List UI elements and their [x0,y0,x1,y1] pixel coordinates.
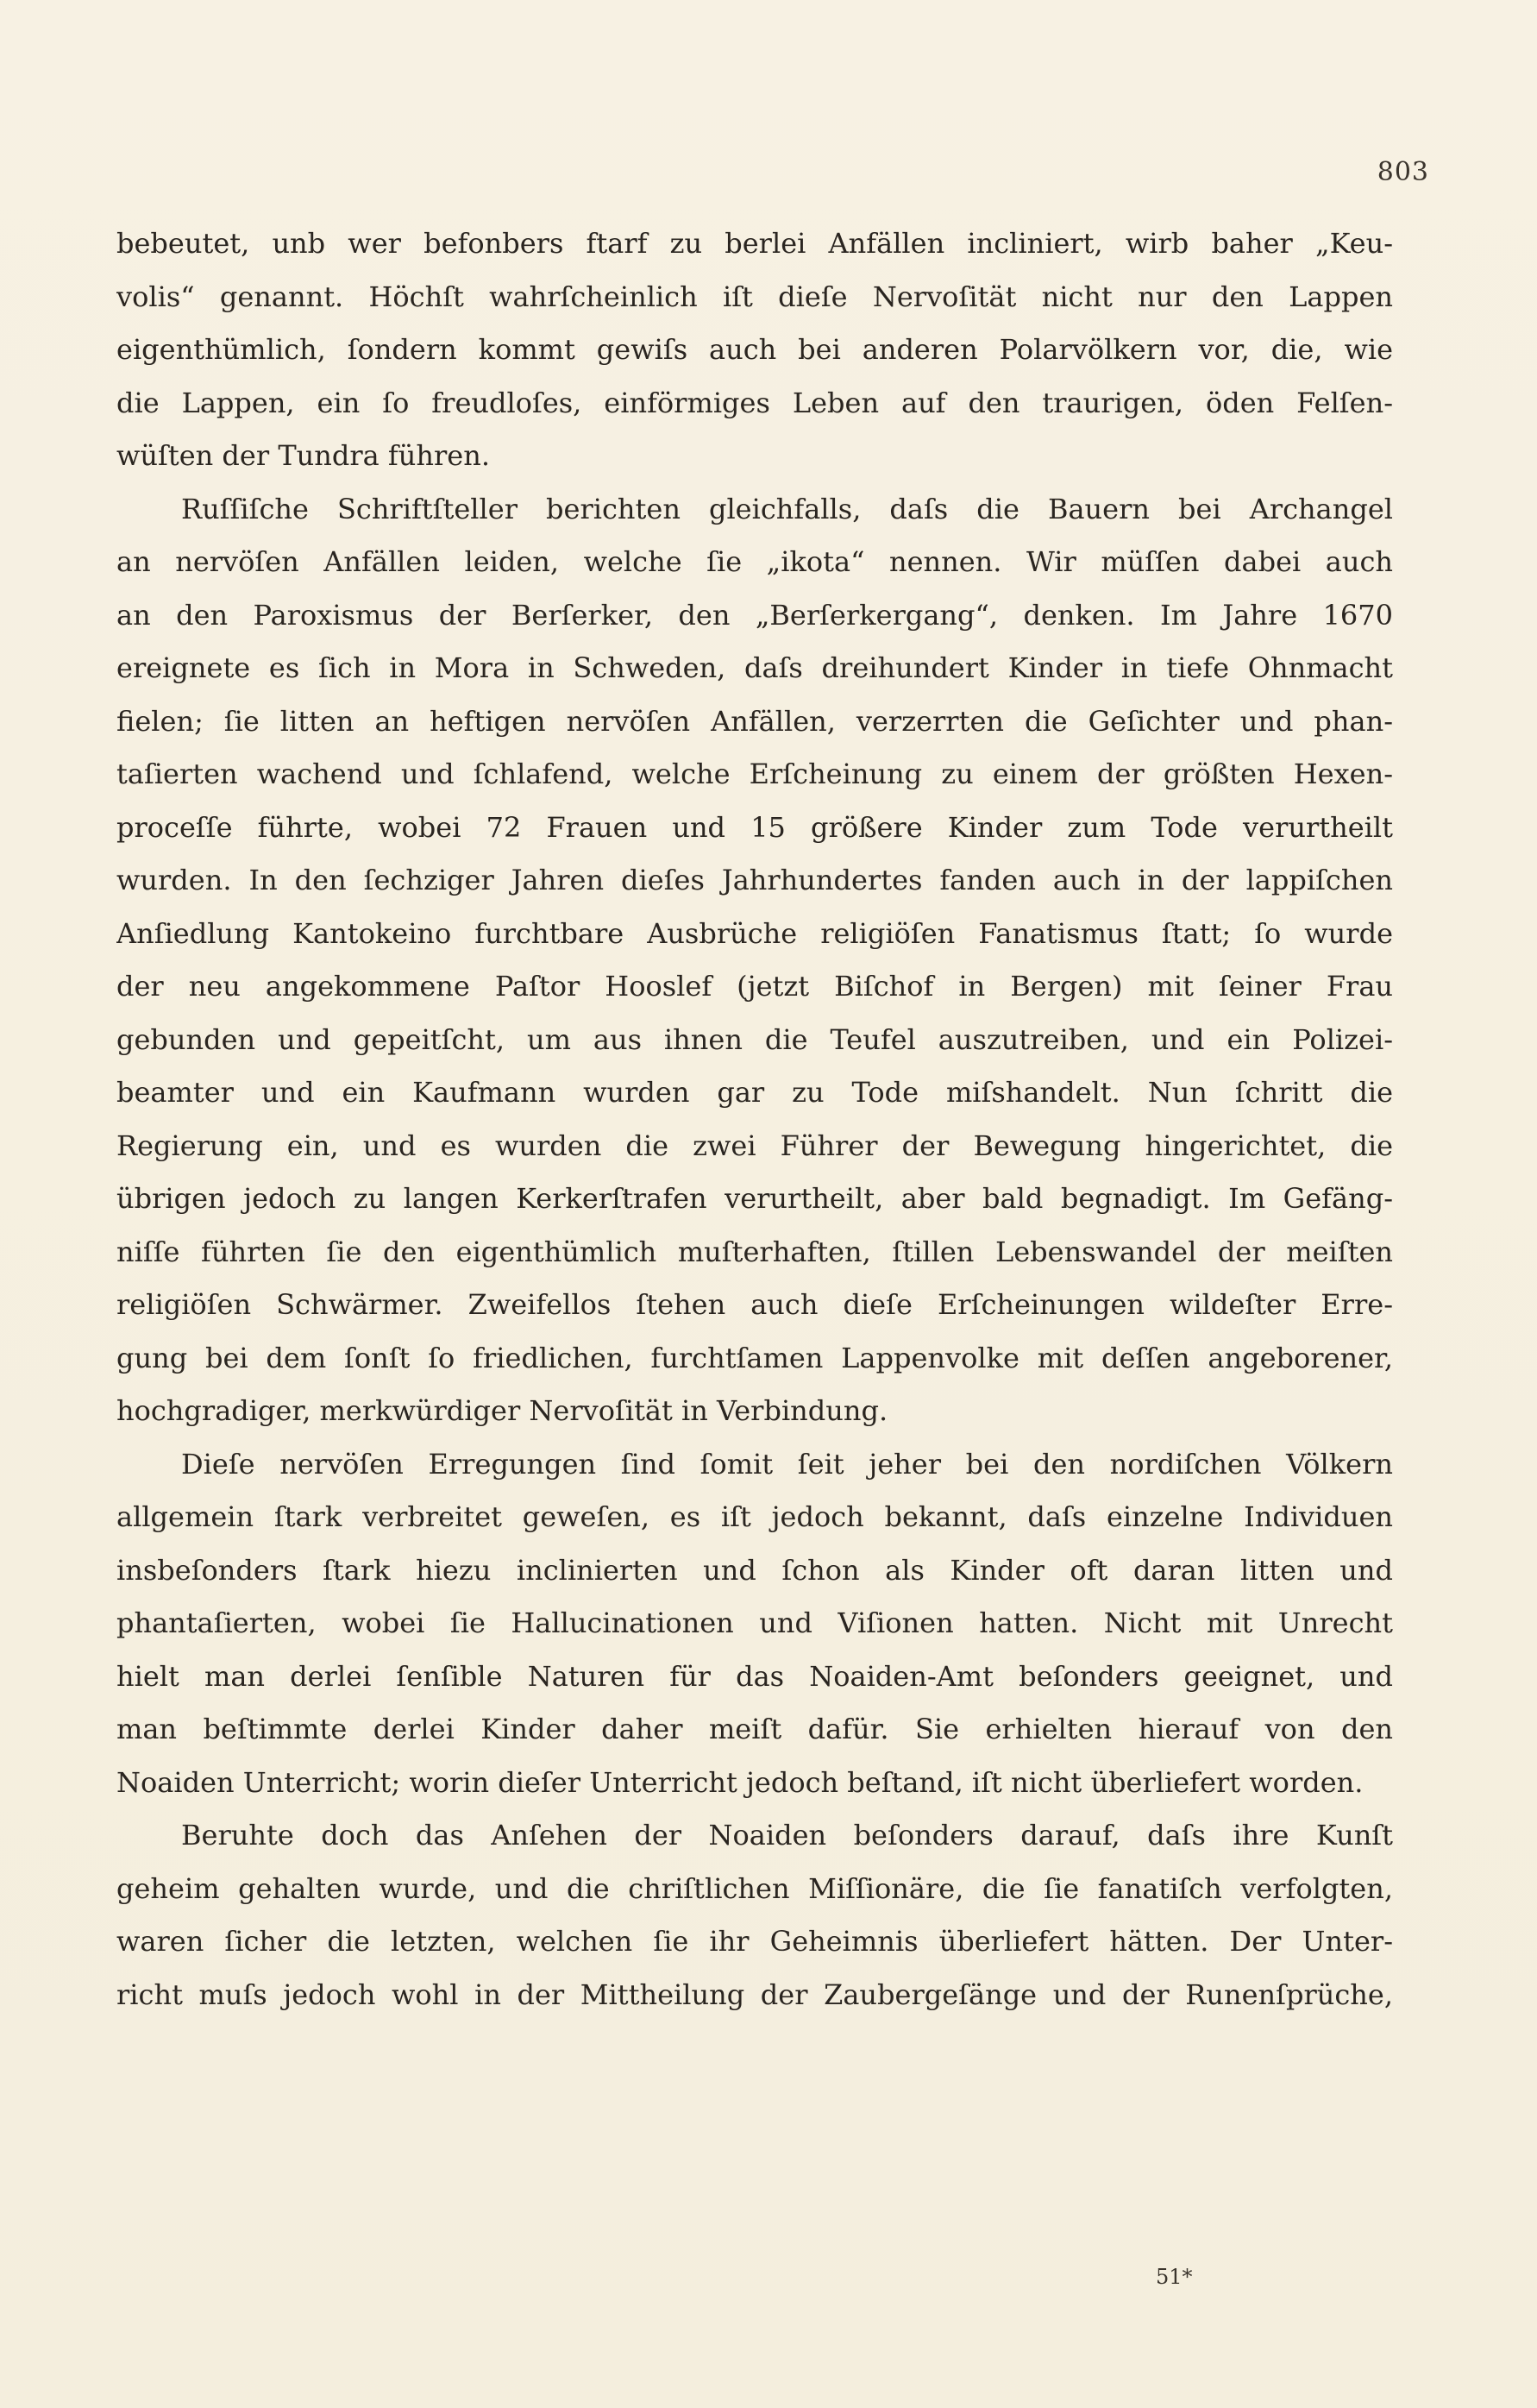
text-line: Anſiedlung Kantokeino furchtbare Ausbrüche religiöſen Fanatismus ſtatt; ſo wurde [116,916,1393,950]
text-line: hielt man derlei ſenſible Naturen für das Noaiden-Amt beſonders geeignet, und [116,1659,1393,1693]
text-line: bebeutet, unb wer befonbers ftarf zu berlei Anfällen incliniert, wirb baher „Keu- [116,227,1393,260]
text-line: an den Paroxismus der Berſerker, den „Berſerkergang“, denken. Im Jahre 1670 [116,598,1393,632]
text-line: gung bei dem ſonſt ſo friedlichen, furchtſamen Lappenvolke mit deſſen angeborener, [116,1341,1393,1374]
text-line: richt muſs jedoch wohl in der Mittheilung der Zaubergeſänge und der Runenſprüche, [116,1977,1393,2011]
text-line: beamter und ein Kaufmann wurden gar zu Tode miſshandelt. Nun ſchritt die [116,1076,1393,1109]
text-line: übrigen jedoch zu langen Kerkerſtrafen verurtheilt, aber bald begnadigt. Im Gefäng- [116,1182,1393,1215]
text-line: an nervöſen Anfällen leiden, welche ſie „ikota“ nennen. Wir müſſen dabei auch [116,545,1393,578]
text-line: proceſſe führte, wobei 72 Frauen und 15 größere Kinder zum Tode verurtheilt [116,810,1393,844]
text-line: Regierung ein, und es wurden die zwei Führer der Bewegung hingerichtet, die [116,1129,1393,1162]
text-line: ereignete es ſich in Mora in Schweden, daſs dreihundert Kinder in tiefe Ohnmacht [116,651,1393,684]
text-line: allgemein ſtark verbreitet geweſen, es iſt jedoch bekannt, daſs einzelne Individuen [116,1500,1393,1533]
text-line: phantaſierten, wobei ſie Hallucinationen und Viſionen hatten. Nicht mit Unrecht [116,1606,1393,1639]
text-line: Ruſſiſche Schriftſteller berichten gleichfalls, daſs die Bauern bei Archangel [181,492,1393,525]
page-number: 803 [1377,157,1429,187]
text-line: der neu angekommene Paſtor Hooslef (jetzt Biſchof in Bergen) mit ſeiner Frau [116,970,1393,1003]
text-line: die Lappen, ein ſo freudloſes, einförmiges Leben auf den traurigen, öden Felſen- [116,386,1393,419]
signature-mark: 51* [1156,2265,1193,2289]
text-line: gebunden und gepeitſcht, um aus ihnen die Teufel auszutreiben, und ein Polizei- [116,1022,1393,1056]
text-line: volis“ genannt. Höchſt wahrſcheinlich iſt dieſe Nervoſität nicht nur den Lappen [116,280,1393,313]
text-line: waren ſicher die letzten, welchen ſie ihr Geheimnis überliefert hätten. Der Unter- [116,1925,1393,1958]
text-line: Noaiden Unterricht; worin dieſer Unterricht jedoch beſtand, iſt nicht überliefert worden. [116,1765,1364,1799]
text-line: geheim gehalten wurde, und die chriſtlichen Miſſionäre, die ſie fanatiſch verfolgten, [116,1871,1393,1905]
text-line: Dieſe nervöſen Erregungen ſind ſomit ſeit jeher bei den nordiſchen Völkern [181,1447,1393,1481]
text-line: wurden. In den ſechziger Jahren dieſes Jahrhundertes fanden auch in der lappiſchen [116,864,1393,896]
text-line: eigenthümlich, ſondern kommt gewiſs auch bei anderen Polarvölkern vor, die, wie [116,333,1393,366]
text-line: hochgradiger, merkwürdiger Nervoſität in Verbindung. [116,1394,888,1427]
text-line: insbeſonders ſtark hiezu inclinierten und ſchon als Kinder oft daran litten und [116,1553,1393,1587]
text-line: niſſe führten ſie den eigenthümlich muſterhaften, ſtillen Lebenswandel der meiſten [116,1235,1393,1268]
text-line: wüſten der Tundra führen. [116,439,490,472]
text-line: man beſtimmte derlei Kinder daher meiſt dafür. Sie erhielten hierauf von den [116,1713,1393,1745]
text-line: taſierten wachend und ſchlafend, welche Erſcheinung zu einem der größten Hexen- [116,758,1393,790]
body-text [116,217,1393,2271]
text-line: Beruhte doch das Anſehen der Noaiden beſonders darauf, daſs ihre Kunſt [181,1819,1393,1852]
text-line: fielen; ſie litten an heftigen nervöſen Anfällen, verzerrten die Geſichter und phan- [116,704,1393,738]
text-line: religiöſen Schwärmer. Zweifellos ſtehen auch dieſe Erſcheinungen wildeſter Erre- [116,1288,1393,1321]
